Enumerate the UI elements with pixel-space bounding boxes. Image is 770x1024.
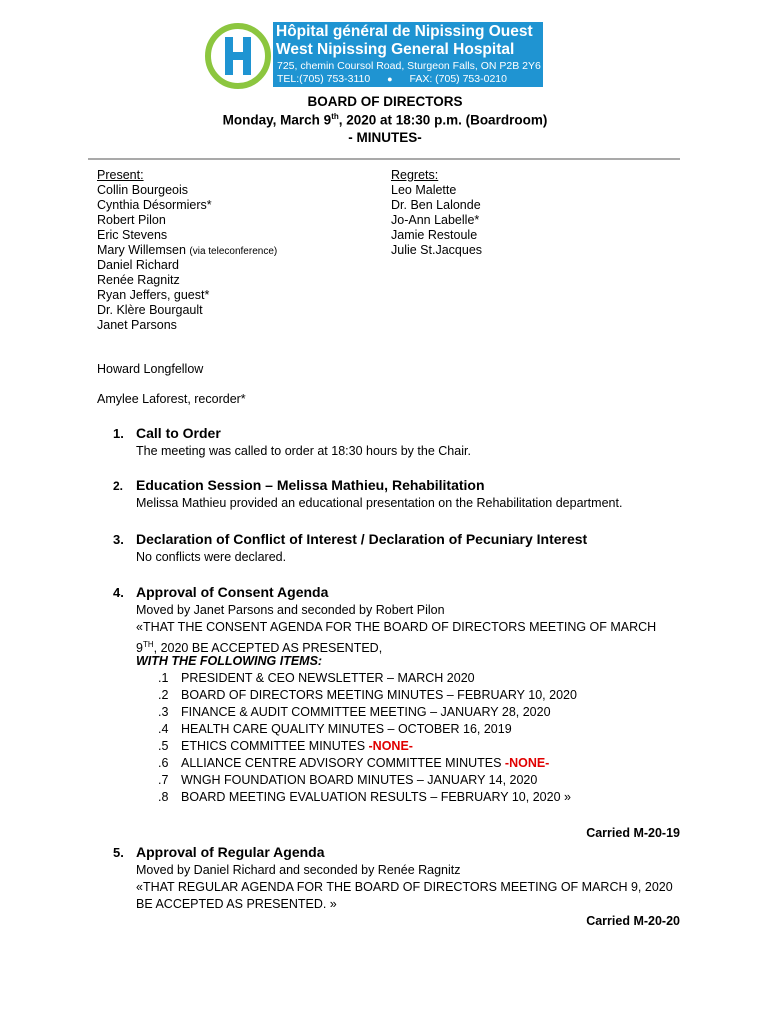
regrets-member: Jo-Ann Labelle*: [391, 213, 480, 227]
section-5-number: 5.: [113, 845, 124, 860]
section-2-number: 2.: [113, 479, 124, 493]
consent-item-text: BOARD MEETING EVALUATION RESULTS – FEBRUARY 10, 2020 »: [181, 790, 571, 804]
doc-title-minutes: - MINUTES-: [348, 130, 422, 145]
regrets-member: Jamie Restoule: [391, 228, 478, 242]
present-member-remote: [97, 243, 277, 258]
section-4-moved: Moved by Janet Parsons and seconded by Robert Pilon: [136, 603, 445, 617]
hospital-header-banner: [273, 22, 543, 87]
section-2-text: Melissa Mathieu provided an educational presentation on the Rehabilitation department.: [136, 496, 623, 510]
teleconference-note: (via teleconference): [189, 246, 278, 257]
hospital-contacts: [277, 73, 507, 85]
section-1-title: Call to Order: [136, 425, 221, 441]
consent-item: [158, 772, 577, 789]
section-2-title: Education Session – Melissa Mathieu, Rehabilitation: [136, 477, 485, 493]
hospital-name-en: West Nipissing General Hospital: [276, 41, 515, 58]
section-5-title: Approval of Regular Agenda: [136, 844, 325, 860]
present-member: Dr. Klère Bourgault: [97, 303, 203, 317]
section-1-number: 1.: [113, 426, 124, 441]
present-member: Cynthia Désormiers*: [97, 198, 212, 212]
section-4-motion-line1: «THAT THE CONSENT AGENDA FOR THE BOARD OF DIRECTORS MEETING OF MARCH: [136, 620, 657, 634]
consent-item-number: .8: [158, 790, 169, 804]
hospital-address: 725, chemin Coursol Road, Sturgeon Falls, ON P2B 2Y6: [277, 60, 541, 72]
doc-title-line1: BOARD OF DIRECTORS: [307, 94, 463, 109]
regrets-member: Julie St.Jacques: [391, 243, 483, 257]
consent-item: [158, 738, 577, 755]
consent-items-list: [158, 670, 577, 806]
motion-day-suffix: TH: [142, 640, 154, 649]
present-list: [97, 183, 277, 333]
regrets-member: Dr. Ben Lalonde: [391, 198, 481, 212]
hospital-name-fr: Hôpital général de Nipissing Ouest: [276, 23, 533, 40]
consent-item: [158, 755, 577, 772]
date-text: Monday, March 9: [222, 112, 332, 128]
guest-howard: Howard Longfellow: [97, 362, 204, 376]
consent-item-number: .3: [158, 705, 169, 719]
consent-item: [158, 687, 577, 704]
present-member: Janet Parsons: [97, 318, 177, 332]
present-member: Ryan Jeffers, guest*: [97, 288, 210, 302]
section-5-motion-line2: BE ACCEPTED AS PRESENTED. »: [136, 897, 337, 911]
consent-item-text: ALLIANCE CENTRE ADVISORY COMMITTEE MINUTES: [181, 756, 505, 770]
present-member-name: Mary Willemsen: [97, 243, 186, 257]
date-time-location: , 2020 at 18:30 p.m. (Boardroom): [338, 112, 548, 128]
hospital-phone: TEL:(705) 753-3110: [277, 73, 371, 85]
bullet-separator: ●: [387, 74, 393, 84]
consent-item: [158, 704, 577, 721]
motion-rest: , 2020 BE ACCEPTED AS PRESENTED,: [153, 641, 383, 656]
section-5-motion-line1: «THAT REGULAR AGENDA FOR THE BOARD OF DIRECTORS MEETING OF MARCH 9, 2020: [136, 880, 673, 894]
none-flag: -NONE-: [368, 739, 413, 753]
recorder: Amylee Laforest, recorder*: [97, 392, 246, 406]
consent-item-number: .5: [158, 739, 169, 753]
consent-item-number: .4: [158, 722, 169, 736]
hospital-logo: [203, 22, 273, 90]
consent-item-text: FINANCE & AUDIT COMMITTEE MEETING – JANUARY 28, 2020: [181, 705, 551, 719]
consent-item-number: .2: [158, 688, 169, 702]
hospital-fax: FAX: (705) 753-0210: [409, 73, 507, 85]
date-suffix: th: [331, 112, 339, 121]
present-member: Eric Stevens: [97, 228, 168, 242]
consent-item: [158, 721, 577, 738]
motion-day: 9: [136, 641, 143, 656]
title-divider: [88, 158, 680, 160]
section-3-title: Declaration of Conflict of Interest / Declaration of Pecuniary Interest: [136, 531, 588, 547]
section-5-moved: Moved by Daniel Richard and seconded by Renée Ragnitz: [136, 863, 461, 877]
section-3-text: No conflicts were declared.: [136, 550, 287, 564]
consent-item-text: WNGH FOUNDATION BOARD MINUTES – JANUARY 14, 2020: [181, 773, 538, 787]
section-4-carried: Carried M-20-19: [586, 826, 680, 840]
present-member: Renée Ragnitz: [97, 273, 180, 287]
consent-item-text: HEALTH CARE QUALITY MINUTES – OCTOBER 16, 2019: [181, 722, 512, 736]
consent-item-text: ETHICS COMMITTEE MINUTES: [181, 739, 369, 753]
consent-items-heading: WITH THE FOLLOWING ITEMS:: [136, 654, 323, 668]
present-member: Collin Bourgeois: [97, 183, 189, 197]
consent-item-text: PRESIDENT & CEO NEWSLETTER – MARCH 2020: [181, 671, 475, 685]
section-3-number: 3.: [113, 532, 124, 547]
present-member: Robert Pilon: [97, 213, 166, 227]
none-flag: -NONE-: [504, 756, 550, 770]
consent-item-number: .1: [158, 671, 169, 685]
present-label: Present:: [97, 168, 144, 182]
consent-item-number: .7: [158, 773, 169, 787]
section-5-carried: Carried M-20-20: [586, 914, 680, 928]
logo-cross-bar: [225, 52, 251, 60]
section-4-title: Approval of Consent Agenda: [136, 584, 329, 600]
consent-item-text: BOARD OF DIRECTORS MEETING MINUTES – FEBRUARY 10, 2020: [181, 688, 577, 702]
doc-title-date: [0, 112, 770, 128]
section-4-number: 4.: [113, 585, 124, 600]
present-member: Daniel Richard: [97, 258, 179, 272]
regrets-member: Leo Malette: [391, 183, 457, 197]
consent-item-number: .6: [158, 756, 169, 770]
consent-item: [158, 670, 577, 687]
regrets-list: [391, 183, 482, 258]
regrets-label: Regrets:: [391, 168, 439, 182]
consent-item: [158, 789, 577, 806]
section-1-text: The meeting was called to order at 18:30 hours by the Chair.: [136, 444, 471, 458]
